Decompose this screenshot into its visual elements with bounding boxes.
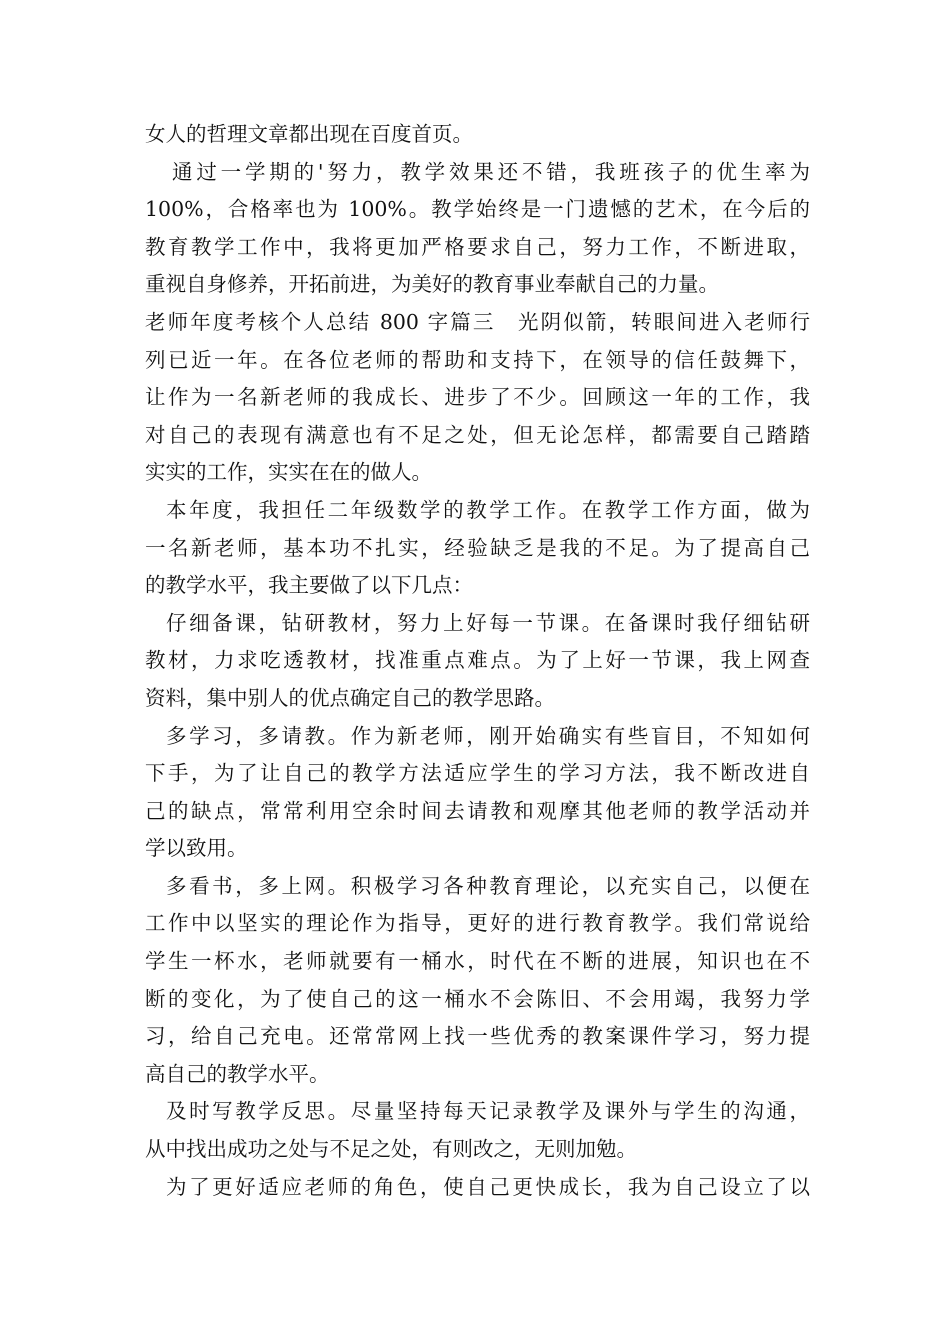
paragraph-8: [145, 1093, 810, 1168]
text-line: 实实的工作，实实在在的做人。: [145, 460, 432, 485]
text-line: 重视自身修养，开拓前进，为美好的教育事业奉献自己的力量。: [145, 272, 719, 297]
text-line: 教材，力求吃透教材，找准重点难点。为了上好一节课，我上网查: [145, 648, 810, 673]
document-page: [145, 116, 810, 1206]
paragraph-1: [145, 116, 810, 154]
text-line: 老师年度考核个人总结 800 字篇三 光阴似箭，转眼间进入老师行: [145, 309, 810, 334]
text-line: 习，给自己充电。还常常网上找一些优秀的教案课件学习，努力提: [145, 1024, 810, 1049]
text-line: 工作中以坚实的理论作为指导，更好的进行教育教学。我们常说给: [145, 911, 810, 936]
text-line: 高自己的教学水平。: [145, 1061, 330, 1086]
text-line: 资料，集中别人的优点确定自己的教学思路。: [145, 685, 555, 710]
paragraph-5: [145, 605, 810, 718]
text-line: 断的变化，为了使自己的这一桶水不会陈旧、不会用竭，我努力学: [145, 986, 810, 1011]
paragraph-7: [145, 868, 810, 1094]
text-line: 100%，合格率也为 100%。教学始终是一门遗憾的艺术，在今后的: [145, 197, 810, 222]
text-line: 一名新老师，基本功不扎实，经验缺乏是我的不足。为了提高自己: [145, 535, 810, 560]
text-line: 从中找出成功之处与不足之处，有则改之，无则加勉。: [145, 1137, 637, 1162]
text-line: 多看书，多上网。积极学习各种教育理论，以充实自己，以便在: [166, 873, 810, 898]
text-line: 多学习，多请教。作为新老师，刚开始确实有些盲目，不知如何: [166, 723, 810, 748]
text-line: 通过一学期的'努力，教学效果还不错，我班孩子的优生率为: [172, 159, 810, 184]
paragraph-9: [145, 1169, 810, 1207]
paragraph-4: [145, 492, 810, 605]
text-line: 及时写教学反思。尽量坚持每天记录教学及课外与学生的沟通，: [166, 1099, 810, 1124]
text-line: 的教学水平，我主要做了以下几点：: [145, 573, 473, 598]
text-line: 己的缺点，常常利用空余时间去请教和观摩其他老师的教学活动并: [145, 798, 810, 823]
paragraph-3: [145, 304, 810, 492]
text-line: 下手，为了让自己的教学方法适应学生的学习方法，我不断改进自: [145, 761, 810, 786]
text-line: 对自己的表现有满意也有不足之处，但无论怎样，都需要自己踏踏: [145, 422, 810, 447]
text-line: 本年度，我担任二年级数学的教学工作。在教学工作方面，做为: [166, 497, 810, 522]
text-line: 为了更好适应老师的角色，使自己更快成长，我为自己设立了以: [166, 1174, 810, 1199]
paragraph-2: [145, 154, 810, 304]
text-line: 仔细备课，钻研教材，努力上好每一节课。在备课时我仔细钻研: [166, 610, 810, 635]
paragraph-6: [145, 718, 810, 868]
text-line: 学以致用。: [145, 836, 248, 861]
text-line: 女人的哲理文章都出现在百度首页。: [145, 122, 473, 146]
text-line: 教育教学工作中，我将更加严格要求自己，努力工作，不断进取，: [145, 234, 810, 259]
text-line: 让作为一名新老师的我成长、进步了不少。回顾这一年的工作，我: [145, 385, 810, 410]
text-line: 学生一杯水，老师就要有一桶水，时代在不断的进展，知识也在不: [145, 949, 810, 974]
text-line: 列已近一年。在各位老师的帮助和支持下，在领导的信任鼓舞下，: [145, 347, 810, 372]
